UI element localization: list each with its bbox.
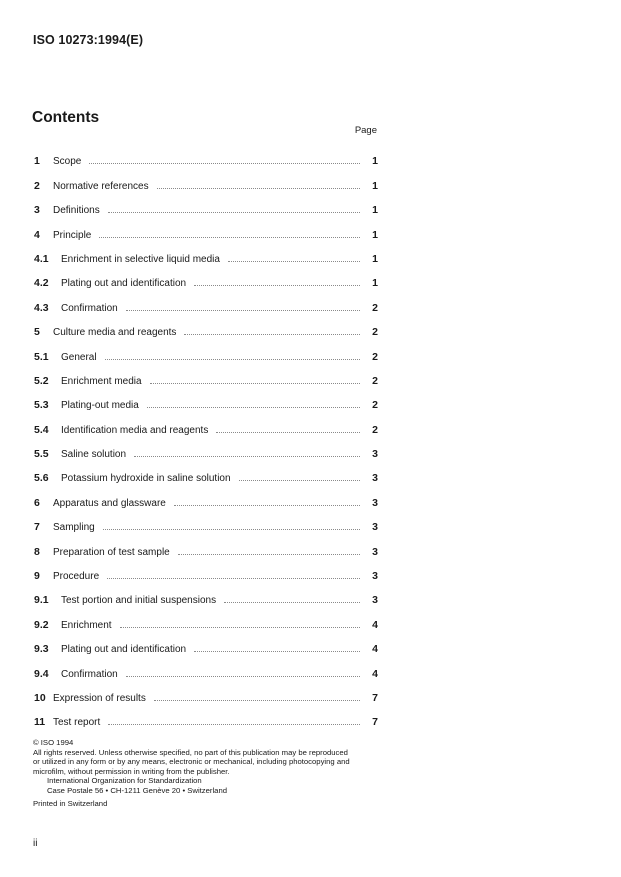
toc-dot-leader — [107, 577, 360, 579]
toc-entry[interactable] — [34, 704, 378, 728]
printed-in: Printed in Switzerland — [33, 798, 108, 808]
toc-entry-title: Test report — [53, 717, 101, 729]
toc-entry-title: Confirmation — [61, 302, 118, 314]
toc-dot-leader — [108, 211, 360, 213]
toc-entry[interactable] — [34, 436, 378, 460]
toc-entry-number: 9.4 — [34, 667, 49, 680]
toc-entry[interactable] — [34, 680, 378, 704]
toc-entry-page: 4 — [372, 618, 378, 631]
toc-entry-number: 4.2 — [34, 277, 49, 290]
toc-dot-leader — [134, 455, 360, 457]
toc-entry-title: Definitions — [53, 205, 100, 217]
toc-dot-leader — [224, 601, 360, 603]
toc-entry-title: Plating out and identification — [61, 278, 187, 290]
toc-entry-title: Plating-out media — [61, 400, 139, 412]
toc-entry[interactable] — [34, 338, 378, 362]
toc-entry-page: 3 — [372, 496, 378, 509]
toc-entry[interactable] — [34, 167, 378, 191]
toc-entry-title: Enrichment — [61, 619, 112, 631]
toc-entry-title: Test portion and initial suspensions — [61, 595, 217, 607]
toc-entry-page: 3 — [372, 521, 378, 534]
toc-dot-leader — [178, 553, 360, 555]
toc-entry[interactable] — [34, 509, 378, 533]
toc-entry-title: Principle — [53, 229, 92, 241]
toc-entry-title: Normative references — [53, 180, 149, 192]
toc-entry[interactable] — [34, 241, 378, 265]
toc-entry-title: Preparation of test sample — [53, 546, 170, 558]
toc-entry-title: Expression of results — [53, 692, 146, 704]
toc-entry-number: 11 — [34, 716, 46, 729]
copyright-block — [33, 738, 383, 808]
toc-entry-number: 1 — [34, 155, 40, 168]
toc-entry-page: 1 — [372, 155, 378, 168]
toc-entry-title: Procedure — [53, 571, 100, 583]
toc-entry-number: 5.1 — [34, 350, 49, 363]
toc-entry-page: 1 — [372, 277, 378, 290]
toc-dot-leader — [150, 382, 360, 384]
toc-entry-page: 2 — [372, 301, 378, 314]
toc-entry-page: 3 — [372, 570, 378, 583]
toc-dot-leader — [228, 260, 360, 262]
toc-entry[interactable] — [34, 558, 378, 582]
toc-dot-leader — [108, 723, 360, 725]
toc-entry-number: 9 — [34, 570, 40, 583]
toc-entry-number: 5.2 — [34, 374, 49, 387]
document-id: ISO 10273:1994(E) — [33, 33, 144, 47]
toc-entry-number: 5.4 — [34, 423, 49, 436]
toc-entry-number: 9.2 — [34, 618, 49, 631]
toc-entry-page: 1 — [372, 204, 378, 217]
toc-entry-page: 7 — [372, 691, 378, 704]
toc-entry[interactable] — [34, 387, 378, 411]
toc-dot-leader — [147, 406, 360, 408]
toc-entry-page: 1 — [372, 228, 378, 241]
toc-entry-number: 7 — [34, 521, 40, 534]
toc-entry-page: 2 — [372, 399, 378, 412]
toc-entry-title: Enrichment media — [61, 375, 142, 387]
contents-heading: Contents — [32, 109, 100, 126]
toc-entry[interactable] — [34, 533, 378, 557]
toc-entry[interactable] — [34, 216, 378, 240]
copyright-text-line: microfilm, without permission in writing from the publisher. — [33, 766, 230, 776]
toc-dot-leader — [174, 504, 360, 506]
toc-entry-number: 2 — [34, 179, 40, 192]
toc-entry-page: 3 — [372, 545, 378, 558]
toc-entry-number: 4 — [34, 228, 40, 241]
toc-entry[interactable] — [34, 606, 378, 630]
toc-entry[interactable] — [34, 289, 378, 313]
toc-entry-number: 8 — [34, 545, 40, 558]
toc-entry-page: 2 — [372, 326, 378, 339]
toc-entry-title: Saline solution — [61, 449, 127, 461]
toc-entry-title: Enrichment in selective liquid media — [61, 253, 220, 265]
toc-entry-number: 10 — [34, 691, 46, 704]
toc-entry-number: 9.3 — [34, 643, 49, 656]
toc-entry-title: Plating out and identification — [61, 644, 187, 656]
toc-dot-leader — [157, 187, 360, 189]
toc-dot-leader — [120, 626, 360, 628]
organization-address: Case Postale 56 • CH-1211 Genève 20 • Switzerland — [47, 785, 228, 795]
footer-page-number: ii — [33, 838, 38, 849]
toc-dot-leader — [126, 309, 360, 311]
toc-entry-number: 5.5 — [34, 448, 49, 461]
toc-dot-leader — [154, 699, 360, 701]
toc-dot-leader — [99, 236, 360, 238]
toc-dot-leader — [216, 431, 360, 433]
toc-entry[interactable] — [34, 582, 378, 606]
toc-entry-number: 5.3 — [34, 399, 49, 412]
toc-entry[interactable] — [34, 314, 378, 338]
toc-entry-title: Confirmation — [61, 668, 118, 680]
toc-entry[interactable] — [34, 143, 378, 167]
toc-entry-number: 9.1 — [34, 594, 49, 607]
toc-entry-page: 4 — [372, 643, 378, 656]
toc-dot-leader — [194, 650, 360, 652]
toc-entry[interactable] — [34, 631, 378, 655]
toc-entry-title: Identification media and reagents — [61, 424, 209, 436]
copyright-text-line: or utilized in any form or by any means, electronic or mechanical, including photocopying and — [33, 757, 350, 767]
copyright-text-line: All rights reserved. Unless otherwise specified, no part of this publication may be reproduced — [33, 747, 348, 757]
toc-entry-title: Apparatus and glassware — [53, 497, 166, 509]
toc-entry-number: 5.6 — [34, 472, 49, 485]
toc-entry-title: Potassium hydroxide in saline solution — [61, 473, 231, 485]
toc-dot-leader — [239, 479, 360, 481]
toc-entry-page: 2 — [372, 423, 378, 436]
table-of-contents — [34, 143, 378, 728]
toc-entry[interactable] — [34, 192, 378, 216]
toc-entry-number: 4.1 — [34, 252, 49, 265]
toc-entry[interactable] — [34, 460, 378, 484]
toc-entry-number: 6 — [34, 496, 40, 509]
toc-entry[interactable] — [34, 655, 378, 679]
toc-dot-leader — [89, 162, 360, 164]
toc-entry-number: 5 — [34, 326, 40, 339]
toc-dot-leader — [184, 333, 360, 335]
toc-entry-number: 3 — [34, 204, 40, 217]
copyright-notice: © ISO 1994 — [33, 738, 74, 747]
page-column-label: Page — [354, 125, 377, 136]
toc-entry-page: 1 — [372, 252, 378, 265]
toc-entry-page: 3 — [372, 594, 378, 607]
toc-dot-leader — [103, 528, 360, 530]
toc-dot-leader — [194, 284, 360, 286]
organization-name: International Organization for Standardization — [47, 776, 202, 786]
toc-entry[interactable] — [34, 363, 378, 387]
toc-dot-leader — [105, 358, 360, 360]
toc-entry-page: 3 — [372, 472, 378, 485]
toc-entry-title: Culture media and reagents — [53, 327, 177, 339]
toc-entry-page: 7 — [372, 716, 378, 729]
toc-entry-title: Scope — [53, 156, 82, 168]
toc-entry[interactable] — [34, 484, 378, 508]
toc-entry-title: General — [61, 351, 97, 363]
toc-dot-leader — [126, 675, 360, 677]
toc-entry[interactable] — [34, 265, 378, 289]
toc-entry-page: 2 — [372, 350, 378, 363]
toc-entry-page: 2 — [372, 374, 378, 387]
toc-entry[interactable] — [34, 411, 378, 435]
toc-entry-number: 4.3 — [34, 301, 49, 314]
toc-entry-page: 1 — [372, 179, 378, 192]
toc-entry-page: 4 — [372, 667, 378, 680]
toc-entry-title: Sampling — [53, 522, 95, 534]
toc-entry-page: 3 — [372, 448, 378, 461]
